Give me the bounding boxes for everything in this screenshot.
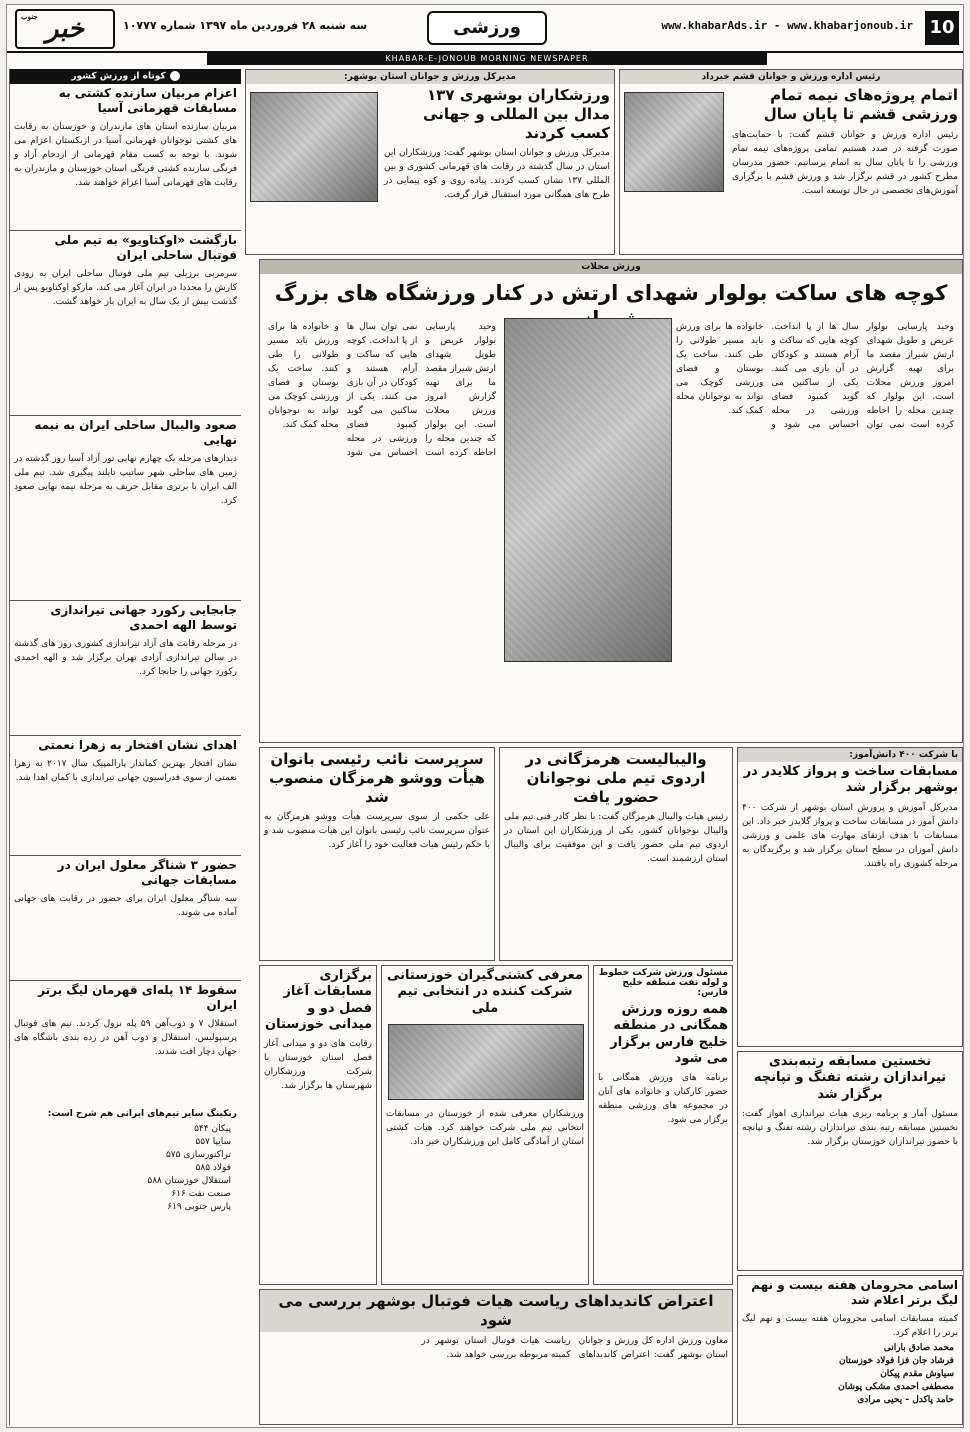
- article-headline: همه روزه ورزش همگانی در منطقه خلیج فارس برگزار می شود: [610, 1002, 728, 1066]
- left-column: [9, 69, 241, 1425]
- article-text: معاون ورزش اداره کل ورزش و جوانان استان بوشهر گفت: اعتراض کاندیداهای ریاست هیات فوتبال استان بوشهر در کمیته مربوطه بررسی خواهد شد.: [421, 1335, 728, 1360]
- news-headline: حضور ۳ شناگر معلول ایران در مسابقات جهانی: [57, 857, 237, 887]
- ranking-row: سایپا ۵۵۷: [195, 1136, 231, 1147]
- article-text: کمیته مسابقات اسامی محرومان هفته بیست و نهم لیگ برتر را اعلام کرد.: [742, 1314, 958, 1338]
- ranking-row: پیکان ۵۴۴: [194, 1123, 231, 1134]
- wushu-article: [259, 747, 495, 961]
- wrestling-article: [381, 965, 589, 1285]
- ranking-row: فولاد ۵۸۵: [195, 1162, 231, 1173]
- article-text: مدیرکل ورزش و جوانان استان بوشهر گفت: ورزشکاران این استان در سال گذشته در رقابت های قهرمانی کشوری و بین المللی ۱۳۷ نشان کسب کردند. پیاده روی و کوه پیمایی در طرح های همگانی مورد استقبال قرار گرفت.: [384, 148, 610, 201]
- left-column-label: کوتاه از ورزش کشور: [10, 69, 241, 84]
- suspended-name: محمد صادق بارانی: [883, 1343, 954, 1353]
- article-headline: برگزاری مسابقات آغاز فصل دو و میدانی خوزستان: [265, 968, 372, 1032]
- page-number: 10: [925, 11, 959, 45]
- issue-date: سه شنبه ۲۸ فروردین ماه ۱۳۹۷ شماره ۱۰۷۷۷: [123, 19, 368, 32]
- ranking-row: صنعت نفت ۶۱۶: [171, 1188, 231, 1199]
- article-headline: والیبالیست هرمزگانی در اردوی تیم ملی نوجوانان حضور یافت: [525, 750, 707, 806]
- feature-text-left: وحید پارسایی بولوار عریض و طویل شهدای ارتش شیراز مقصد ما برای تهیه گزارش امروز ورزش محلات است. این بولوار که چندین محله را احاطه کرده است نمی توان سال ها از پا انداخت. کوچه هایی که ساکت و آرام هستند و کودکان در آن بازی می کنند. یکی از ساکنین می گوید کمبود فضای ورزشی در محله احساس می شود و خانواده ها برای ورزش باید مسیر طولانی را طی کنند. ساخت یک بوستان و فضای ورزشی کوچک می تواند به نوجوانان محله کمک کند.: [268, 322, 496, 458]
- feature-kicker: ورزش محلات: [260, 260, 962, 274]
- article-kicker: رئیس اداره ورزش و جوانان قشم خبرداد: [620, 70, 962, 84]
- suspended-name: مصطفی احمدی مشکی پوشان: [838, 1382, 954, 1392]
- athletics-article: [259, 965, 377, 1285]
- news-headline: سقوط ۱۴ پله‌ای قهرمان لیگ برتر ایران: [38, 982, 237, 1012]
- article-text: مسئول آمار و برنامه ریزی هیات تیراندازی اهواز گفت: نخستین مسابقه رتبه بندی تیراندازان رشته تفنگ و تپانچه با حضور تیراندازان خوزستان برگزار شد.: [742, 1108, 958, 1147]
- news-headline: اعزام مربیان سازنده کشتی به مسابقات قهرمانی آسیا: [58, 85, 237, 115]
- article-kicker: مدیرکل ورزش و جوانان استان بوشهر:: [246, 70, 614, 84]
- newspaper-page: [6, 4, 964, 1428]
- news-text: سه شناگر معلول ایران برای حضور در رقابت های جهانی آماده می شوند.: [14, 893, 237, 918]
- qeshm-article: [619, 69, 963, 255]
- article-headline: اسامی محرومان هفته بیست و نهم لیگ برتر اعلام شد: [751, 1278, 958, 1307]
- article-text: رئیس هیات والیبال هرمزگان گفت: با نظر کادر فنی تیم ملی والیبال نوجوانان کشور، یکی از ورزشکاران این استان در اردوی تیم ملی حضور یافت و این موفقیت برای والیبال استان ارزشمند است.: [504, 812, 728, 865]
- english-band: KHABAR-E-JONOUB MORNING NEWSPAPER: [207, 53, 767, 65]
- article-text: علی حکمی از سوی سرپرست هیأت ووشو هرمزگان به عنوان سرپرست نائب رئیسی بانوان این هیات منصوب شد و با حکم رئیس هیات فعالیت خود را آغاز کرد.: [264, 812, 490, 851]
- boy-with-ball-photo: [504, 318, 672, 662]
- article-text: مدیرکل آموزش و پرورش استان بوشهر از شرکت ۴۰۰ دانش آموز در مسابقات ساخت و پرواز گلایدر خبر داد. این مسابقات با هدف ارتقای مهارت های علمی و ورزشی دانش آموزان در سطح استان برگزار شد و برگزیدگان به مرحله کشوری راه یافتند.: [742, 802, 958, 869]
- article-headline: نخستین مسابقه رتبه‌بندی تیراندازان رشته تفنگ و تپانچه برگزار شد: [753, 1054, 947, 1102]
- stadium-photo: [624, 92, 724, 192]
- news-headline: صعود والیبال ساحلی ایران به نیمه نهایی: [34, 417, 237, 447]
- section-title: ورزشی: [427, 11, 547, 45]
- bushehr-medals-article: [245, 69, 615, 255]
- news-text: در مرحله رقابت های آزاد تیراندازی کشوری روز های گذشته در سالن تیراندازی آزادی تهران برگزار شد و الهه احمدی رکورد جهانی را جابجا کرد.: [14, 638, 237, 677]
- feature-headline: کوچه های ساکت بولوار شهدای ارتش در کنار ورزشگاه های بزرگ: [274, 281, 948, 305]
- news-text: مربیان سازنده استان های مازندران و خوزستان به رقابت های کشتی نوجوانان قهرمانی آسیا در ازبکستان اعزام می شوند. با توجه به کسب مقام قهرمانی از ازدحام آزاد و فرنگی سازنده کشتی فرنگی استان خوزستان و مازندران به رقابت های قهرمانی آسیا اعزام خواهند شد.: [14, 121, 237, 188]
- news-text: استقلال ۷ و ذوب‌آهن ۵۹ پله نزول کردند. تیم های فوتبال پرسپولیس، استقلال و ذوب آهن در رده بندی باشگاه های جهان دچار افت شدند.: [14, 1018, 237, 1057]
- article-headline: سرپرست نائب رئیسی بانوان هیأت ووشو هرمزگان منصوب شد: [269, 750, 485, 806]
- news-item: [10, 981, 241, 1214]
- site-url[interactable]: www.khabarAds.ir - www.khabarjonoub.ir: [661, 19, 913, 32]
- news-item: [10, 231, 241, 416]
- suspended-name: حامد پاکدل - یحیی مرادی: [857, 1395, 954, 1405]
- ranking-row: پارس جنوبی ۶۱۹: [167, 1201, 231, 1212]
- logo-subtitle: جنوب: [21, 12, 38, 21]
- news-item: [10, 84, 241, 231]
- article-text: برنامه های ورزش همگانی با حضور کارکنان و خانواده های آنان در مجموعه های ورزشی منطقه برگزار می شود.: [598, 1073, 728, 1125]
- news-headline: بازگشت «اوکتاویو» به تیم ملی فوتبال ساحلی ایران: [54, 232, 237, 262]
- article-text: رئیس اداره ورزش و جوانان قشم گفت: با حمایت‌های صورت گرفته در صدد هستیم تمامی پروژه‌های نیمه تمام ورزشی را تا پایان سال به اتمام برسانیم. حضور مدرسان مطرح کشور در قشم برگزار شد و ورزش قشم با برگزاری آموزش‌های تخصصی در حال توسعه است.: [732, 129, 958, 196]
- wrestlers-photo: [388, 1024, 584, 1100]
- article-text: رقابت های دو و میدانی آغاز فصل استان خوزستان با شرکت ورزشکاران شهرستان ها برگزار شد.: [264, 1039, 372, 1091]
- article-headline: اتمام پروژه‌های نیمه تمام ورزشی قشم تا پایان سال: [763, 86, 958, 123]
- ranking-row: استقلال خوزستان ۵۸۸: [147, 1175, 231, 1186]
- news-headline: اهدای نشان افتخار به زهرا نعمتی: [38, 737, 237, 752]
- ranking-title: رنکینگ سایر تیم‌های ایرانی هم شرح است:: [47, 1108, 237, 1119]
- news-text: دیدارهای مرحله یک چهارم نهایی تور آزاد آسیا روز گذشته در زمین های ساحلی شهر ساتیپ تایلند پیگیری شد. تیم ملی الف ایران با برتری مقابل حریف به مرحله نیمه نهایی صعود کرد.: [14, 453, 237, 506]
- news-text: سرمربی برزیلی تیم ملی فوتبال ساحلی ایران به زودی کارش را مجددا در ایران آغاز می کند. مارکو اوکتاویو پس از گذشت بیش از یک سال به ایران باز خواهد گشت.: [14, 268, 237, 307]
- feature-text-right: وحید پارسایی بولوار عریض و طویل شهدای ارتش شیراز مقصد ما برای تهیه گزارش امروز ورزش محلات است. این بولوار که چندین محله را احاطه کرده است نمی توان سال ها از پا انداخت. کوچه هایی که ساکت و آرام هستند و کودکان در آن بازی می کنند. یکی از ساکنین می گوید کمبود فضای ورزشی در محله احساس می شود و خانواده ها برای ورزش باید مسیر طولانی را طی کنند. ساخت یک بوستان و فضای ورزشی کوچک می تواند به نوجوانان محله کمک کند.: [676, 322, 954, 430]
- news-item: [10, 601, 241, 736]
- newspaper-logo: [15, 9, 115, 49]
- news-text: نشان افتخار بهترین کماندار پارالمپیک سال ۲۰۱۷ به زهرا نعمتی از سوی فدراسیون جهانی تیراندازی با کمان اهدا شد.: [14, 758, 237, 783]
- feature-article: [259, 259, 963, 743]
- news-item: [10, 856, 241, 981]
- volleyball-article: [499, 747, 733, 961]
- bullet-icon: [170, 71, 180, 81]
- shooting-article: [737, 1051, 963, 1271]
- ranking-list: [10, 1123, 241, 1214]
- news-item: [10, 736, 241, 856]
- article-headline: مسابقات ساخت و پرواز کلایدر در بوشهر برگزار شد: [743, 764, 958, 796]
- suspended-name: فرشاد جان فزا فولاد خوزستان: [838, 1356, 954, 1366]
- article-note: مسئول ورزش شرکت خطوط و لوله نفت منطقه خلیج فارس:: [598, 968, 728, 998]
- masthead: [7, 5, 964, 53]
- ranking-row: تراکتورسازی ۵۷۵: [165, 1149, 231, 1160]
- persian-gulf-article: [593, 965, 733, 1285]
- logo-text: خبر: [45, 14, 85, 44]
- news-headline: جابجایی رکورد جهانی تیراندازی توسط الهه احمدی: [50, 602, 237, 632]
- walkers-photo: [250, 92, 378, 202]
- suspended-name: سیاوش مقدم پیکان: [880, 1369, 954, 1379]
- news-item: [10, 416, 241, 601]
- football-protest-article: [259, 1289, 733, 1425]
- suspended-names-list: [738, 1342, 962, 1407]
- article-headline: اعتراض کاندیداهای ریاست هیات فوتبال بوشهر بررسی می شود: [260, 1290, 732, 1332]
- article-note: با شرکت ۴۰۰ دانش‌آموز:: [738, 748, 962, 762]
- glider-article: [737, 747, 963, 1047]
- article-text: ورزشکاران معرفی شده از خوزستان در مسابقات انتخابی تیم ملی شرکت خواهند کرد. هیات کشتی استان از آمادگی کامل این ورزشکاران خبر داد.: [386, 1108, 584, 1147]
- article-headline: ورزشکاران بوشهری ۱۳۷ مدال بین المللی و جهانی کسب کردند: [423, 86, 610, 142]
- article-headline: معرفی کشتی‌گیران خوزستانی شرکت کننده در انتخابی تیم ملی: [387, 968, 583, 1016]
- suspensions-article: [737, 1275, 963, 1425]
